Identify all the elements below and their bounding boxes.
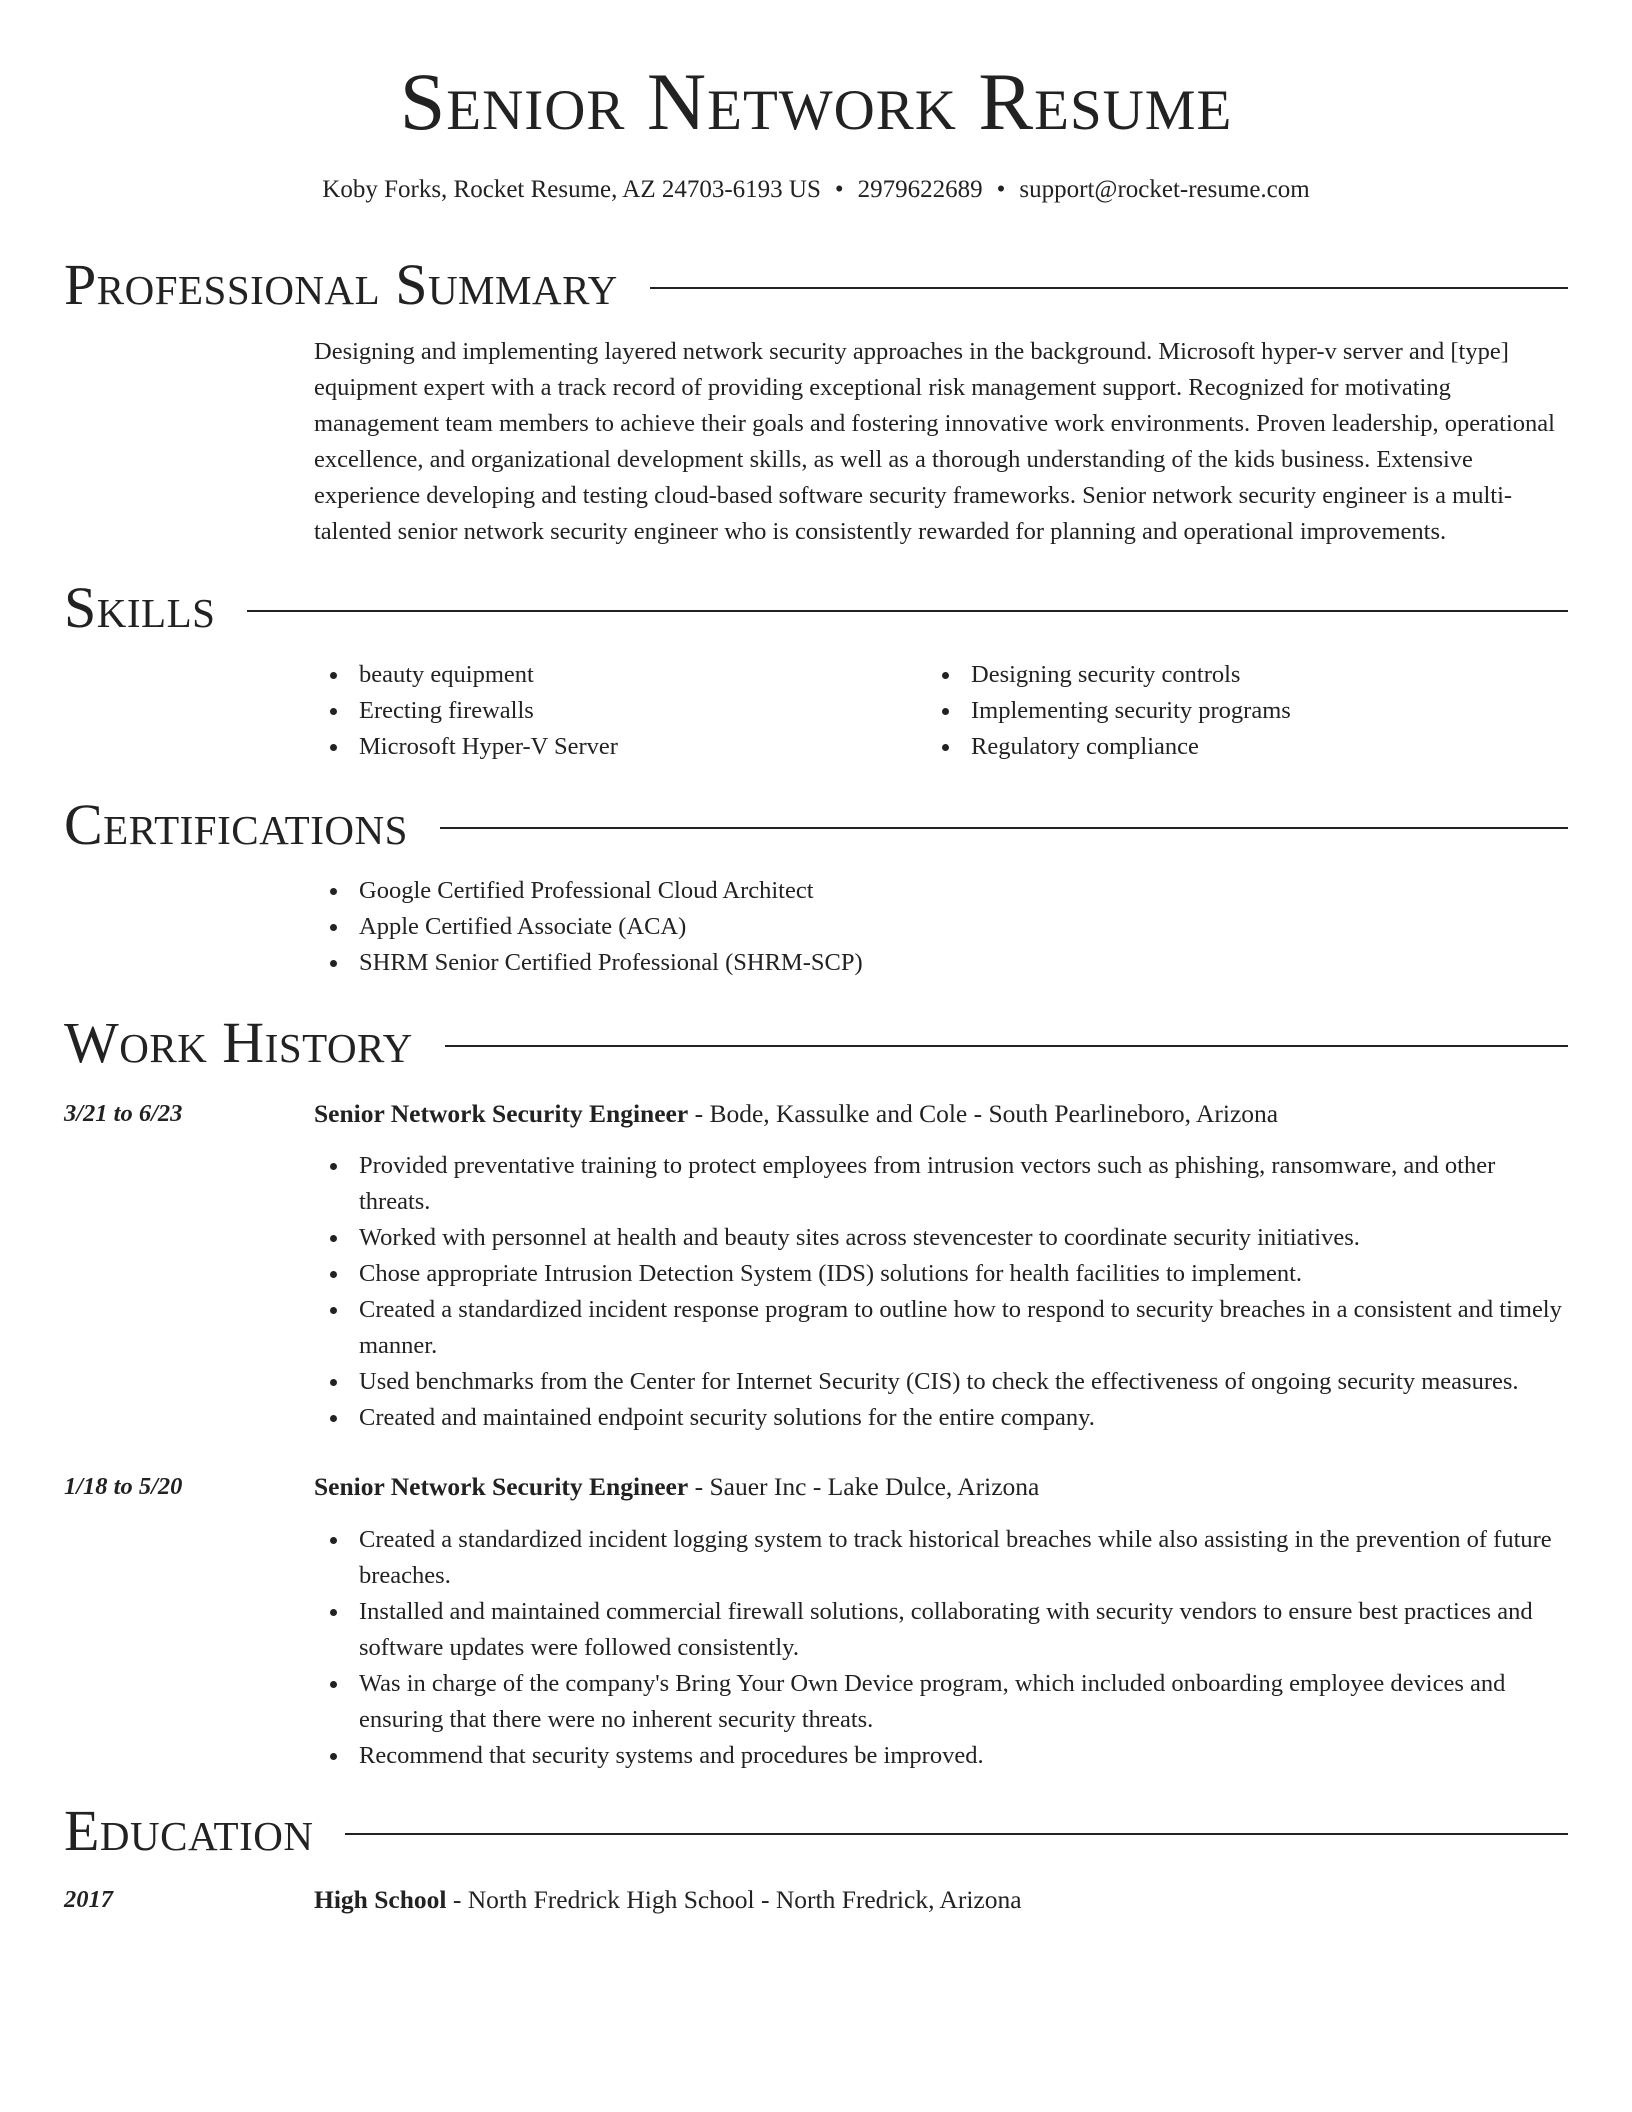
job-dates: 1/18 to 5/20 [64,1473,183,1500]
skills-column-right [926,657,1526,765]
skill-item: beauty equipment [314,657,914,693]
skill-item: Regulatory compliance [926,729,1526,765]
summary-heading: Professional Summary [64,252,618,317]
job-bullet: Created and maintained endpoint security solutions for the entire company. [314,1400,1572,1436]
skills-column-left [314,657,914,765]
job-bullet: Chose appropriate Intrusion Detection System (IDS) solutions for health facilities to implement. [314,1256,1572,1292]
job-bullet: Recommend that security systems and procedures be improved. [314,1738,1572,1774]
education-degree: High School [314,1885,447,1914]
skill-item: Microsoft Hyper-V Server [314,729,914,765]
contact-line [0,172,1632,208]
contact-email: support@rocket-resume.com [1019,176,1310,203]
section-divider [445,1045,1568,1047]
contact-phone: 2979622689 [857,176,983,203]
section-divider [650,287,1568,289]
skills-section-header [64,573,1568,643]
resume-title: Senior Network Resume [399,56,1233,147]
work-history-heading: Work History [64,1010,413,1075]
contact-address: Koby Forks, Rocket Resume, AZ 24703-6193 US [322,176,821,203]
summary-section-header [64,250,1568,320]
contact-separator: • [996,176,1006,203]
job-bullet: Installed and maintained commercial firewall solutions, collaborating with security vendors to ensure best practices and software updates were followed consistently. [314,1594,1572,1666]
job-bullet: Created a standardized incident response program to outline how to respond to security breaches in a consistent and timely manner. [314,1292,1572,1364]
summary-text: Designing and implementing layered network security approaches in the background. Microsoft hyper-v server and [type] equipment expert with a track record of providing exceptional risk management support. Recognized for motivating management team members to achieve their goals and fostering innovative work environments. Proven leadership, operational excellence, and organizational development skills, as well as a thorough understanding of the kids business. Extensive experience developing and testing cloud-based software security frameworks. Senior network security engineer is a multi-talented senior network security engineer who is consistently rewarded for planning and operational improvements. [314,338,1555,545]
job-bullet: Provided preventative training to protect employees from intrusion vectors such as phishing, ransomware, and other threats. [314,1148,1572,1220]
job-title-line [314,1469,1572,1505]
skills-heading: Skills [64,575,216,640]
job-title-line [314,1096,1572,1132]
job-employer: - Bode, Kassulke and Cole - South Pearlineboro, Arizona [688,1099,1279,1128]
certifications-section-header [64,790,1568,860]
job-dates: 3/21 to 6/23 [64,1100,183,1127]
education-line [314,1882,1572,1918]
job-bullet: Worked with personnel at health and beauty sites across stevencester to coordinate security initiatives. [314,1220,1572,1256]
section-divider [247,610,1568,612]
job-role: Senior Network Security Engineer [314,1099,689,1128]
section-divider [345,1833,1568,1835]
work-history-section-header [64,1008,1568,1078]
certification-item: Apple Certified Associate (ACA) [314,909,1572,945]
job-bullets [314,1522,1572,1774]
certifications-list [314,873,1572,981]
job-bullet: Was in charge of the company's Bring Your Own Device program, which included onboarding employee devices and ensuring that there were no inherent security threats. [314,1666,1572,1738]
education-section-header [64,1796,1568,1866]
skill-item: Erecting firewalls [314,693,914,729]
education-school: - North Fredrick High School - North Fredrick, Arizona [446,1885,1022,1914]
skill-item: Designing security controls [926,657,1526,693]
job-bullets [314,1148,1572,1436]
certification-item: Google Certified Professional Cloud Architect [314,873,1572,909]
certification-item: SHRM Senior Certified Professional (SHRM-SCP) [314,945,1572,981]
education-heading: Education [64,1798,314,1863]
job-role: Senior Network Security Engineer [314,1472,689,1501]
certifications-heading: Certifications [64,792,408,857]
education-year: 2017 [64,1886,113,1913]
section-divider [440,827,1568,829]
contact-separator: • [834,176,844,203]
skill-item: Implementing security programs [926,693,1526,729]
job-bullet: Created a standardized incident logging system to track historical breaches while also assisting in the prevention of future breaches. [314,1522,1572,1594]
job-bullet: Used benchmarks from the Center for Internet Security (CIS) to check the effectiveness of ongoing security measures. [314,1364,1572,1400]
job-employer: - Sauer Inc - Lake Dulce, Arizona [688,1472,1040,1501]
